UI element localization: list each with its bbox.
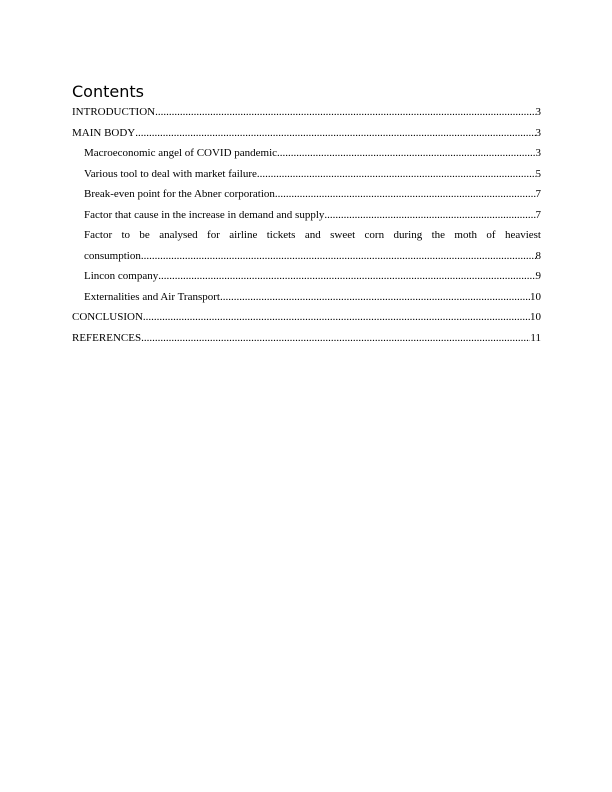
table-of-contents [72,102,541,348]
toc-entry-conclusion[interactable] [72,307,541,328]
toc-entry-label-line1: Factor to be analysed for airline tickets and sweet corn during the moth of heaviest [84,229,541,241]
dot-leader [135,123,535,144]
toc-entry-label: CONCLUSION [72,311,143,323]
toc-entry-lincon-company[interactable] [72,266,541,287]
toc-entry-label: REFERENCES [72,331,142,344]
dot-leader [141,246,536,267]
toc-entry-label-line2: consumption [84,249,141,262]
dot-leader [158,266,535,287]
contents-heading: Contents [72,82,144,101]
toc-entry-externalities[interactable] [72,287,541,308]
toc-entry-market-failure-tools[interactable] [72,164,541,185]
toc-page-number: 3 [535,106,541,118]
toc-page-number: 7 [535,188,541,200]
dot-leader [277,143,535,164]
dot-leader [324,205,535,226]
toc-entry-label: MAIN BODY [72,126,136,139]
toc-entry-label: Macroeconomic angel of COVID pandemic [84,147,278,159]
dot-leader [143,307,530,328]
toc-page-number: 3 [535,126,541,139]
toc-entry-references[interactable] [72,328,541,349]
toc-entry-label: Break-even point for the Abner corporation [84,188,275,200]
dot-leader [275,184,536,205]
toc-page-number: 3 [535,147,541,159]
toc-entry-label: INTRODUCTION [72,106,156,118]
toc-entry-macroeconomic-angel[interactable] [72,143,541,164]
toc-entry-label: Factor that cause in the increase in demand and supply [84,208,325,221]
toc-page-number: 11 [530,331,541,344]
dot-leader [155,102,535,123]
toc-page-number: 10 [530,311,541,323]
toc-page-number: 10 [530,290,541,303]
toc-entry-label: Various tool to deal with market failure [84,167,257,180]
dot-leader [220,287,530,308]
dot-leader [257,164,536,185]
toc-page-number: 7 [535,208,541,221]
toc-entry-airline-sweet-corn[interactable] [72,225,541,266]
toc-entry-break-even-point[interactable] [72,184,541,205]
toc-entry-line2 [84,246,541,267]
toc-page-number: 5 [535,167,541,180]
toc-entry-introduction[interactable] [72,102,541,123]
toc-entry-label: Externalities and Air Transport [84,290,220,303]
toc-page-number: 9 [535,270,541,282]
toc-entry-demand-supply-factors[interactable] [72,205,541,226]
toc-page-number: 8 [535,249,541,262]
toc-entry-label: Lincon company [84,270,159,282]
dot-leader [141,328,530,349]
toc-entry-main-body[interactable] [72,123,541,144]
